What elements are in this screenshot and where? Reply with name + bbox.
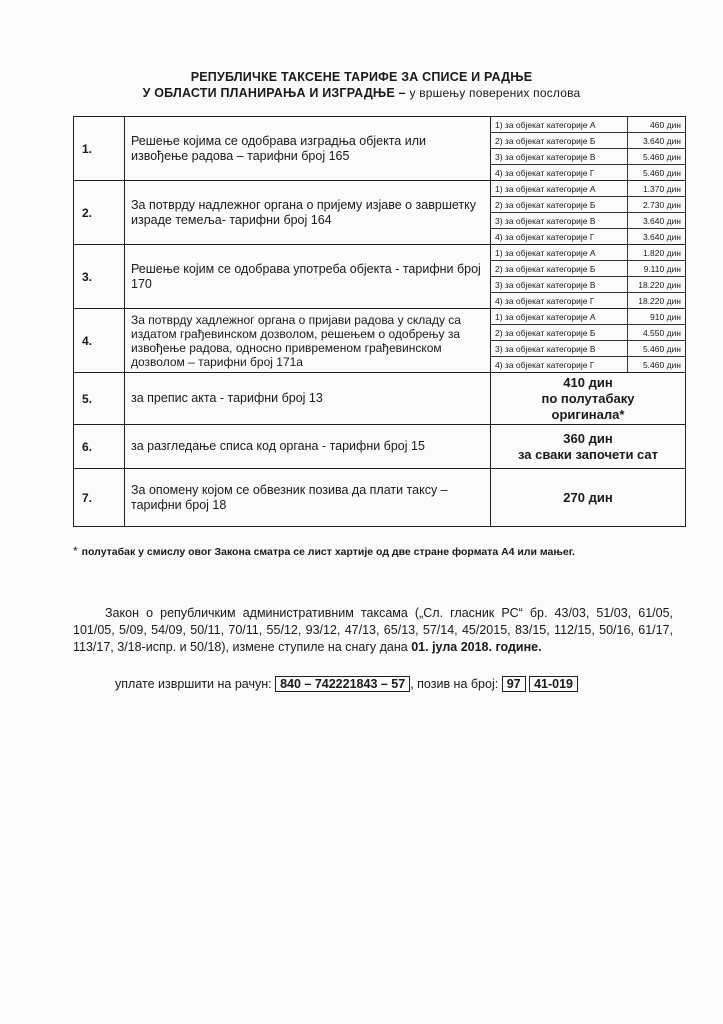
- table-row: [74, 469, 686, 527]
- category-label: 2) за објекат категорије Б: [491, 325, 628, 341]
- category-label: 3) за објекат категорије В: [491, 213, 628, 229]
- law-date: 01. јула 2018. године.: [411, 640, 542, 654]
- fee-line: по полутабаку: [541, 390, 635, 406]
- category-label: 1) за објекат категорије А: [491, 117, 628, 133]
- category-value: 18.220 дин: [628, 277, 686, 293]
- row-description: за препис акта - тарифни број 13: [125, 373, 491, 425]
- category-value: 18.220 дин: [638, 295, 681, 306]
- category-value: 1.820 дин: [628, 245, 686, 261]
- payment-prefix: уплате извршити на рачун:: [115, 677, 272, 691]
- category-value: 3.640 дин: [628, 213, 686, 229]
- category-value: 9.110 дин: [628, 261, 686, 277]
- row-description: за разгледање списа код органа - тарифни број 15: [125, 425, 491, 469]
- fee-line: оригинала*: [551, 406, 625, 422]
- tariff-table: [73, 116, 686, 527]
- payment-model: 97: [502, 676, 526, 692]
- row-description: За потврду надлежног органа о пријему изјаве о завршетку израде темеља- тарифни број 164: [125, 181, 491, 245]
- payment-info: [115, 676, 675, 693]
- category-value: 1.370 дин: [628, 181, 686, 197]
- row-number: 7.: [74, 469, 125, 527]
- law-paragraph: [73, 605, 673, 656]
- table-row: [74, 181, 686, 245]
- reference-label: , позив на број:: [410, 677, 499, 691]
- document-title: РЕПУБЛИЧКЕ ТАКСЕНЕ ТАРИФЕ ЗА СПИСЕ И РАДЊЕ: [190, 70, 533, 84]
- category-label: 4) за објекат категорије Г: [491, 229, 628, 245]
- category-label: 1) за објекат категорије А: [491, 245, 628, 261]
- category-value: 5.460 дин: [642, 167, 681, 178]
- category-label: 4) за објекат категорије Г: [491, 357, 628, 373]
- table-row: [74, 425, 686, 469]
- category-label: 2) за објекат категорије Б: [491, 133, 628, 149]
- category-value: 5.460 дин: [642, 359, 681, 370]
- footnote: [73, 544, 683, 558]
- reference-number: 41-019: [529, 676, 578, 692]
- category-fees: [491, 245, 686, 309]
- table-row: [74, 309, 686, 373]
- row-number: 5.: [74, 373, 125, 425]
- table-row: [74, 245, 686, 309]
- fee-line: за сваки започети сат: [517, 446, 659, 462]
- document-subtitle: [0, 86, 723, 100]
- category-label: 3) за објекат категорије В: [491, 341, 628, 357]
- category-fees: [491, 117, 686, 181]
- category-value: 460 дин: [628, 117, 686, 133]
- fee-line: 270 дин: [563, 489, 613, 505]
- category-fees: [491, 181, 686, 245]
- subtitle-suffix: у вршењу поверених послова: [409, 86, 581, 100]
- account-number: 840 – 742221843 – 57: [275, 676, 410, 692]
- category-label: 1) за објекат категорије А: [491, 181, 628, 197]
- category-value: 3.640 дин: [642, 231, 681, 242]
- row-number: 2.: [74, 181, 125, 245]
- row-description: За потврду хадлежног органа о пријави радова у складу са издатом грађевинском дозволом, решењем о одобрењу за извођење радова, односно привременом грађевинском дозволом – тарифни број 171а: [125, 309, 491, 373]
- category-value: 3.640 дин: [628, 133, 686, 149]
- table-row: [74, 373, 686, 425]
- category-value: 2.730 дин: [628, 197, 686, 213]
- footnote-star: *: [73, 544, 78, 558]
- row-description: Решење којим се одобрава употреба објекта - тарифни број 170: [125, 245, 491, 309]
- category-label: 3) за објекат категорије В: [491, 277, 628, 293]
- category-label: 1) за објекат категорије А: [491, 309, 628, 325]
- subtitle-main: У ОБЛАСТИ ПЛАНИРАЊА И ИЗГРАДЊЕ –: [142, 86, 406, 100]
- fee-line: 410 дин: [563, 374, 613, 390]
- row-number: 1.: [74, 117, 125, 181]
- category-label: 2) за објекат категорије Б: [491, 197, 628, 213]
- category-label: 4) за објекат категорије Г: [491, 165, 628, 181]
- fee-amount: [491, 469, 686, 527]
- fee-line: 360 дин: [563, 430, 613, 446]
- row-number: 3.: [74, 245, 125, 309]
- law-text: Закон о републичким административним таксама („Сл. гласник РС“ бр. 43/03, 51/03, 61/05, 101/05, 5/09, 54/09, 50/11, 70/11, 55/12, 93/12, 47/13, 65/13, 57/14, 45/2015, 83/15, 112/15, 50/16, 61/17, 113/17, 3/18-испр. и 50/18), измене ступиле на снагу дана: [73, 606, 673, 654]
- category-label: 2) за објекат категорије Б: [491, 261, 628, 277]
- table-row: [74, 117, 686, 181]
- row-description: За опомену којом се обвезник позива да плати таксу – тарифни број 18: [125, 469, 491, 527]
- category-value: 4.550 дин: [628, 325, 686, 341]
- category-value: 5.460 дин: [628, 149, 686, 165]
- footnote-text: полутабак у смислу овог Закона сматра се лист хартије од две стране формата А4 или мањег.: [81, 546, 575, 558]
- fee-amount: [491, 373, 686, 425]
- fee-amount: [491, 425, 686, 469]
- category-value: 910 дин: [628, 309, 686, 325]
- category-fees: [491, 309, 686, 373]
- category-value: 5.460 дин: [628, 341, 686, 357]
- row-number: 4.: [74, 309, 125, 373]
- category-label: 4) за објекат категорије Г: [491, 293, 628, 309]
- category-label: 3) за објекат категорије В: [491, 149, 628, 165]
- row-number: 6.: [74, 425, 125, 469]
- row-description: Решење којима се одобрава изградња објекта или извођење радова – тарифни број 165: [125, 117, 491, 181]
